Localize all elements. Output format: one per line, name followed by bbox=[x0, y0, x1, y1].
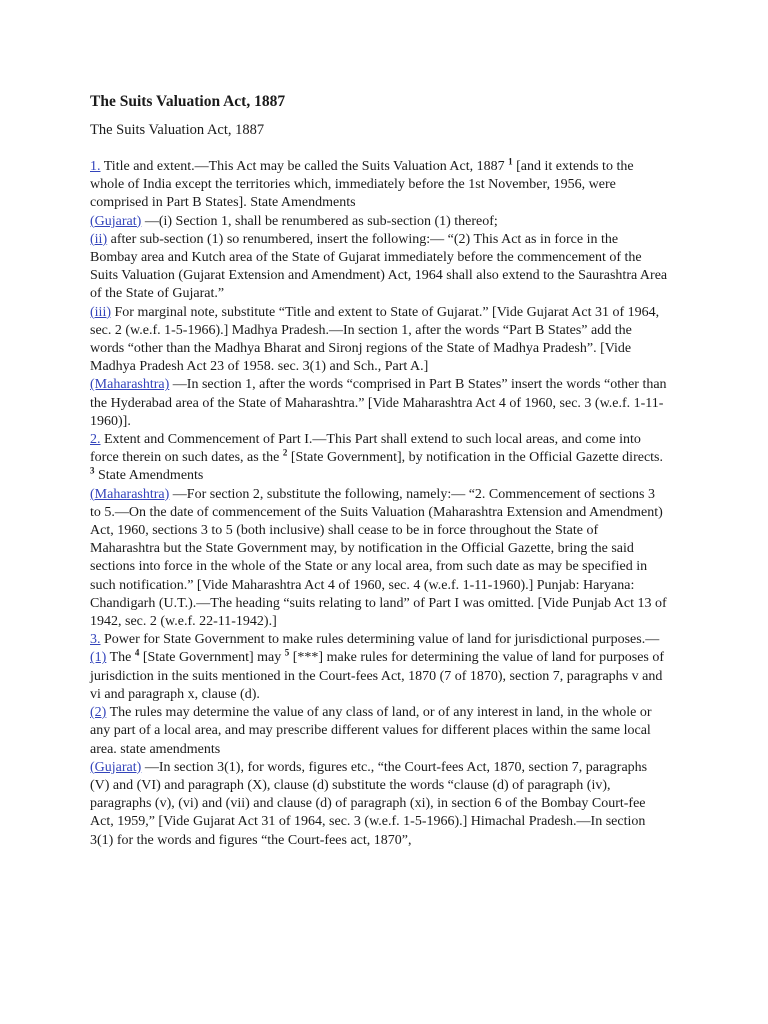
clause-ii bbox=[90, 231, 668, 304]
gujarat-amendment-1 bbox=[90, 213, 668, 231]
section-text: The rules may determine the value of any class of land, or of any interest in land, in the whole or any part of a local area, and may prescribe different values for different places within the same local area. state amendments bbox=[90, 705, 652, 757]
clause-link[interactable]: (iii) bbox=[90, 304, 111, 320]
document-subtitle: The Suits Valuation Act, 1887 bbox=[90, 122, 265, 138]
section-text: —In section 1, after the words “comprised in Part B States” insert the words “other than the Hyderabad area of the State of Maharashtra.” [Vide Maharashtra Act 4 of 1960, sec. 3 (w.e.f. 1-11-1960)]. bbox=[90, 377, 667, 429]
section-2-extent-and-commencement bbox=[90, 431, 668, 486]
section-text: after sub-section (1) so renumbered, insert the following:— “(2) This Act as in force in the Bombay area and Kutch area of the State of Gujarat immediately before the commencement of the Suits Valuation (Gujarat Extension and Amendment) Act, 1964 shall also extend to the Saurashtra Area of the State of Gujarat.” bbox=[90, 231, 668, 302]
section-text: Title and extent.—This Act may be called the Suits Valuation Act, 1887 bbox=[100, 159, 505, 174]
footnote-marker: 2 bbox=[282, 447, 288, 458]
section-text: The bbox=[106, 650, 132, 666]
state-amendment-link[interactable]: (Gujarat) bbox=[90, 759, 142, 775]
state-amendment-link[interactable]: (Gujarat) bbox=[90, 213, 142, 229]
section-text: For marginal note, substitute “Title and extent to State of Gujarat.” [Vide Gujarat Act 31 of 1964, sec. 2 (w.e.f. 1-5-1966).] Madhya Pradesh.—In section 1, after the words “Part B States” add the words “other than the Madhya Bharat and Sironj regions of the State of Madhya Pradesh”. [Vide Madhya Pradesh Act 23 of 1958. sec. 3(1) and Sch., Part A.] bbox=[90, 304, 660, 375]
sub-section-link[interactable]: (2) bbox=[90, 705, 107, 721]
maharashtra-amendment-2 bbox=[90, 486, 668, 632]
section-text: State Amendments bbox=[94, 468, 204, 484]
section-text: [State Government] may bbox=[139, 650, 282, 666]
section-text: —(i) Section 1, shall be renumbered as sub-section (1) thereof; bbox=[141, 213, 498, 229]
section-text: Extent and Commencement of Part I.—This Part shall extend to such local areas, and come into force therein on such dates, as the bbox=[90, 432, 641, 466]
footnote-marker: 5 bbox=[284, 647, 290, 658]
gujarat-amendment-2 bbox=[90, 759, 668, 850]
document-body bbox=[90, 158, 668, 850]
maharashtra-amendment-1 bbox=[90, 376, 668, 431]
section-text: [***] make rules for determining the value of land for purposes of jurisdiction in the suits mentioned in the Court-fees Act, 1870 (7 of 1870), section 7, paragraphs v and vi and paragraph x, clause (d). bbox=[90, 650, 665, 702]
footnote-marker: 4 bbox=[134, 647, 140, 658]
section-text: [and it extends to the whole of India except the territories which, immediately before the 1st November, 1956, were comprised in Part B States]. State Amendments bbox=[90, 159, 634, 211]
section-link[interactable]: 1. bbox=[90, 159, 101, 174]
state-amendment-link[interactable]: (Maharashtra) bbox=[90, 486, 170, 502]
document-title: The Suits Valuation Act, 1887 bbox=[90, 93, 286, 110]
section-text: [State Government], by notification in the Official Gazette directs. bbox=[287, 450, 663, 466]
clause-link[interactable]: (ii) bbox=[90, 231, 108, 247]
section-text: —In section 3(1), for words, figures etc., “the Court-fees Act, 1870, section 7, paragraphs (V) and (VI) and paragraph (X), clause (d) substitute the words “clause (d) of paragraph (iv), paragraphs (v), (vi) and (vii) and clause (d) of paragraph (xi), in section 6 of the Bombay Court-fee Act, 1959,” [Vide Gujarat Act 31 of 1964, sec. 3 (w.e.f. 1-5-1966).] Himachal Pradesh.—In section 3(1) for the words and figures “the Court-fees act, 1870”, bbox=[90, 759, 648, 848]
footnote-marker: 3 bbox=[90, 465, 95, 476]
state-amendment-link[interactable]: (Maharashtra) bbox=[90, 377, 170, 393]
section-link[interactable]: 3. bbox=[90, 632, 101, 648]
section-1-title-and-extent bbox=[90, 158, 668, 213]
sub-section-link[interactable]: (1) bbox=[90, 650, 107, 666]
section-text: —For section 2, substitute the following, namely:— “2. Commencement of sections 3 to 5.—On the date of commencement of the Suits Valuation (Maharashtra Extension and Amendment) Act, 1960, sections 3 to 5 (both inclusive) shall cease to be in force throughout the State of Maharashtra but the State Government may, by notification in the Official Gazette, bring the said sections into force in the whole of the State or any local area, from such date as may be specified in such notification.” [Vide Maharashtra Act 4 of 1960, sec. 4 (w.e.f. 1-11-1960).] Punjab: Haryana: Chandigarh (U.T.).—The heading “suits relating to land” of Part I was omitted. [Vide Punjab Act 13 of 1942, sec. 2 (w.e.f. 22-11-1942).] bbox=[90, 486, 667, 630]
sub-section-2 bbox=[90, 704, 668, 759]
clause-iii bbox=[90, 304, 668, 377]
sub-section-1 bbox=[90, 649, 668, 704]
footnote-marker: 1 bbox=[508, 156, 513, 167]
section-3-power-for-state-government bbox=[90, 631, 668, 649]
section-link[interactable]: 2. bbox=[90, 432, 101, 448]
section-text: Power for State Government to make rules determining value of land for jurisdictional purposes.— bbox=[100, 632, 660, 648]
